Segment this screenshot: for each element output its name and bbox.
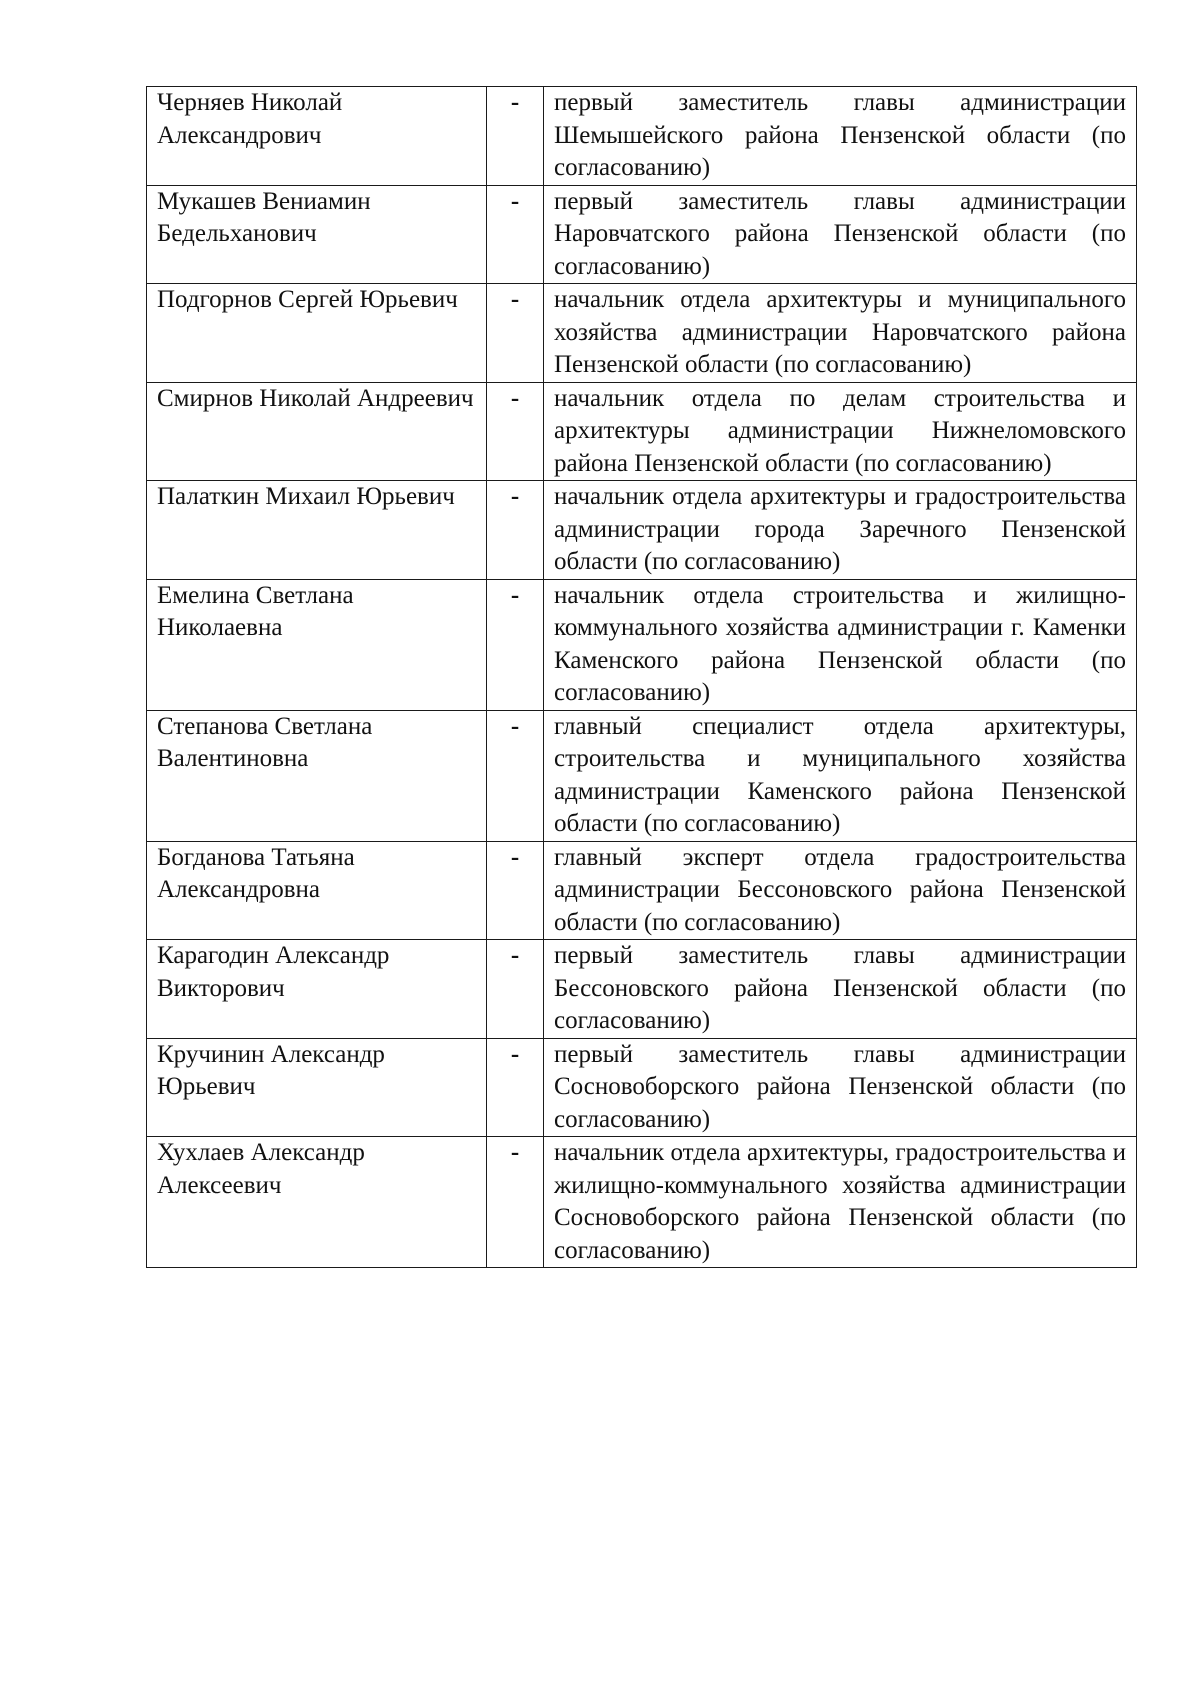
table-row	[147, 185, 1137, 284]
table-row	[147, 579, 1137, 710]
member-name-cell	[147, 841, 487, 940]
table-row	[147, 87, 1137, 186]
dash-cell	[487, 1038, 544, 1137]
member-position-cell	[544, 940, 1137, 1039]
table-row	[147, 1137, 1137, 1268]
member-name: Хухлаев Александр Алексеевич	[157, 1139, 365, 1199]
member-name-cell	[147, 1038, 487, 1137]
member-position: первый заместитель главы администрации Бессоновского района Пензенской области (по согласованию)	[554, 942, 1126, 1034]
dash-separator: -	[510, 384, 520, 412]
member-position-cell	[544, 841, 1137, 940]
member-position: первый заместитель главы администрации Сосновоборского района Пензенской области (по согласованию)	[554, 1040, 1126, 1133]
member-name: Мукашев Вениамин Бедельханович	[157, 187, 371, 247]
member-name-cell	[147, 940, 487, 1039]
member-position-cell	[544, 284, 1137, 383]
member-position: начальник отдела архитектуры и муниципального хозяйства администрации Наровчатского района Пензенской области (по согласованию)	[554, 286, 1126, 378]
member-name: Палаткин Михаил Юрьевич	[157, 483, 455, 510]
dash-separator: -	[510, 187, 520, 215]
member-position: первый заместитель главы администрации Шемышейского района Пензенской области (по согласованию)	[554, 89, 1126, 181]
dash-separator: -	[510, 89, 520, 116]
member-position-cell	[544, 87, 1137, 186]
table-row	[147, 382, 1137, 481]
dash-cell	[487, 940, 544, 1039]
dash-separator: -	[510, 843, 520, 871]
member-position: главный специалист отдела архитектуры, строительства и муниципального хозяйства администрации Каменского района Пензенской области (по согласованию)	[554, 712, 1126, 837]
dash-cell	[487, 1137, 544, 1268]
member-name: Кручинин Александр Юрьевич	[157, 1040, 385, 1100]
member-name: Карагодин Александр Викторович	[157, 942, 390, 1002]
member-name-cell	[147, 579, 487, 710]
member-position: главный эксперт отдела градостроительства администрации Бессоновского района Пензенской области (по согласованию)	[554, 843, 1126, 936]
member-position: начальник отдела по делам строительства и архитектуры администрации Нижнеломовского района Пензенской области (по согласованию)	[554, 384, 1126, 477]
member-position-cell	[544, 481, 1137, 580]
member-name-cell	[147, 481, 487, 580]
table-row	[147, 841, 1137, 940]
dash-cell	[487, 284, 544, 383]
member-name: Черняев Николай Александрович	[157, 89, 343, 149]
member-name-cell	[147, 284, 487, 383]
member-name-cell	[147, 1137, 487, 1268]
dash-cell	[487, 841, 544, 940]
table-row	[147, 284, 1137, 383]
member-position-cell	[544, 579, 1137, 710]
dash-cell	[487, 579, 544, 710]
member-name: Степанова Светлана Валентиновна	[157, 712, 373, 772]
member-position: начальник отдела архитектуры и градостроительства администрации города Заречного Пензенской области (по согласованию)	[554, 483, 1126, 575]
dash-cell	[487, 382, 544, 481]
dash-separator: -	[510, 1040, 520, 1068]
dash-cell	[487, 185, 544, 284]
dash-separator: -	[510, 1139, 520, 1166]
member-position-cell	[544, 382, 1137, 481]
dash-cell	[487, 87, 544, 186]
member-position: начальник отдела архитектуры, градостроительства и жилищно-коммунального хозяйства администрации Сосновоборского района Пензенской области (по согласованию)	[554, 1139, 1126, 1264]
member-position-cell	[544, 1038, 1137, 1137]
member-position-cell	[544, 710, 1137, 841]
table-row	[147, 710, 1137, 841]
member-name: Богданова Татьяна Александровна	[157, 843, 355, 903]
dash-separator: -	[510, 286, 520, 313]
member-name-cell	[147, 185, 487, 284]
dash-separator: -	[510, 581, 520, 609]
dash-separator: -	[510, 942, 520, 969]
member-name-cell	[147, 382, 487, 481]
member-name-cell	[147, 710, 487, 841]
dash-cell	[487, 710, 544, 841]
dash-separator: -	[510, 712, 520, 740]
member-position: начальник отдела строительства и жилищно-коммунального хозяйства администрации г. Каменки Каменского района Пензенской области (по согласованию)	[554, 581, 1126, 706]
table-row	[147, 481, 1137, 580]
members-table	[146, 86, 1137, 1268]
dash-cell	[487, 481, 544, 580]
member-position-cell	[544, 1137, 1137, 1268]
dash-separator: -	[510, 483, 520, 510]
member-name-cell	[147, 87, 487, 186]
member-position-cell	[544, 185, 1137, 284]
member-position: первый заместитель главы администрации Наровчатского района Пензенской области (по согласованию)	[554, 187, 1126, 280]
table-row	[147, 940, 1137, 1039]
member-name: Подгорнов Сергей Юрьевич	[157, 286, 458, 313]
member-name: Смирнов Николай Андреевич	[157, 384, 474, 412]
table-row	[147, 1038, 1137, 1137]
member-name: Емелина Светлана Николаевна	[157, 581, 354, 641]
